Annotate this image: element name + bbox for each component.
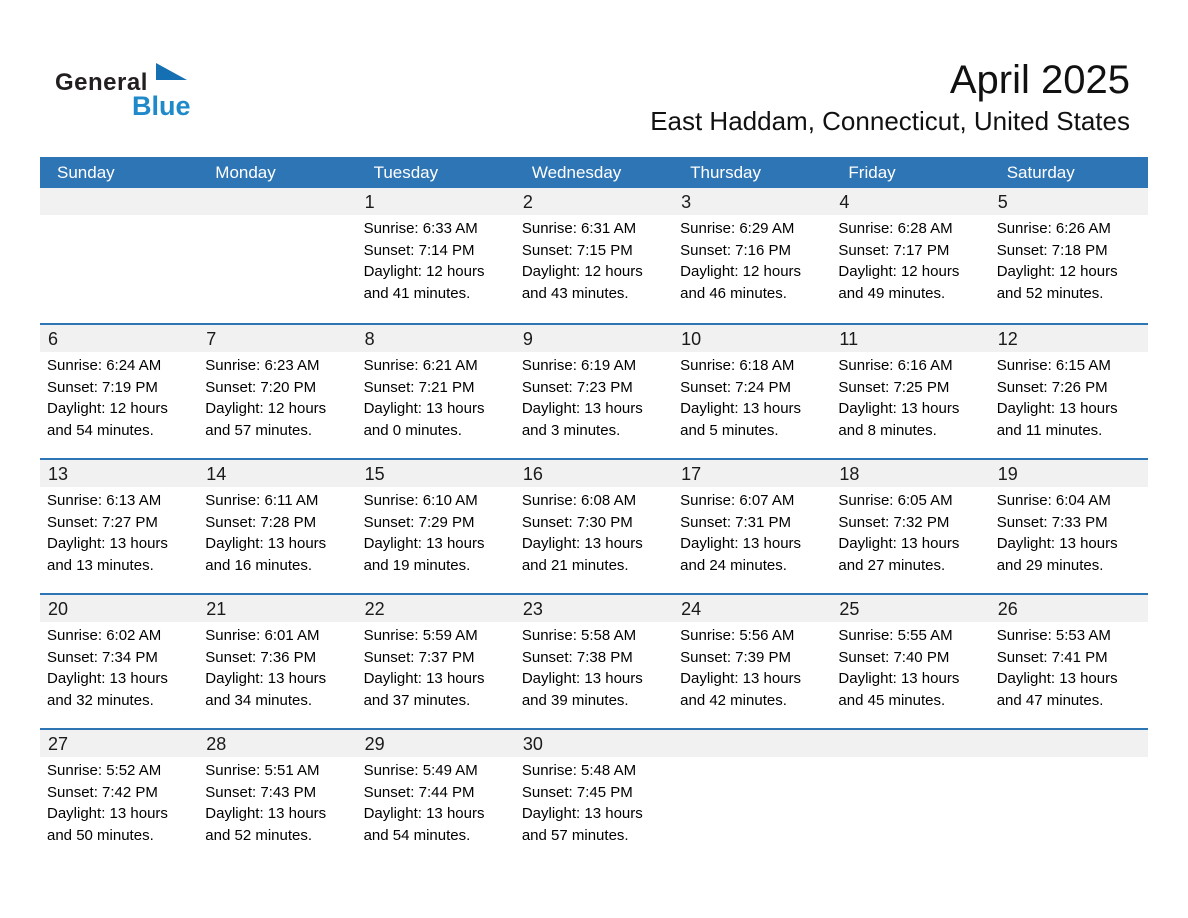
daylight-text: Daylight: 13 hours and 54 minutes. — [363, 805, 485, 844]
day-number: 21 — [198, 595, 356, 622]
sunrise-text: Sunrise: 6:18 AM — [680, 357, 795, 374]
sunset-text: Sunset: 7:42 PM — [47, 783, 158, 801]
sunrise-text: Sunrise: 5:48 AM — [521, 762, 637, 779]
day-number: 5 — [990, 188, 1148, 215]
day-cell-3 — [673, 188, 831, 323]
week-row-1 — [40, 188, 1148, 323]
sunrise-text: Sunrise: 5:53 AM — [996, 627, 1111, 644]
day-details — [990, 487, 1148, 576]
day-number: 13 — [40, 460, 198, 487]
daylight-text: Daylight: 13 hours and 52 minutes. — [205, 805, 327, 844]
sunrise-text: Sunrise: 6:02 AM — [47, 627, 162, 644]
day-details — [831, 487, 989, 576]
location-subtitle: East Haddam, Connecticut, United States — [650, 106, 1130, 136]
empty-day-band — [673, 730, 831, 757]
sunrise-text: Sunrise: 6:05 AM — [838, 492, 953, 509]
day-cell-28 — [198, 730, 356, 863]
sunrise-text: Sunrise: 6:28 AM — [838, 220, 953, 237]
empty-day-band — [831, 730, 989, 757]
day-number: 18 — [831, 460, 989, 487]
day-number: 7 — [198, 325, 356, 352]
daylight-text: Daylight: 12 hours and 41 minutes. — [363, 263, 485, 302]
daylight-text: Daylight: 13 hours and 47 minutes. — [996, 670, 1118, 709]
calendar-grid — [40, 157, 1148, 863]
sunset-text: Sunset: 7:19 PM — [47, 378, 158, 396]
daylight-text: Daylight: 13 hours and 13 minutes. — [47, 535, 168, 574]
day-details — [990, 622, 1148, 711]
title-block — [650, 58, 1130, 136]
day-cell-7 — [198, 325, 356, 458]
sunrise-text: Sunrise: 6:31 AM — [521, 220, 637, 237]
day-cell-20 — [40, 595, 198, 728]
day-cell-25 — [831, 595, 989, 728]
daylight-text: Daylight: 13 hours and 42 minutes. — [680, 670, 802, 709]
day-details — [40, 622, 198, 711]
sunset-text: Sunset: 7:39 PM — [680, 648, 792, 666]
day-details — [515, 757, 673, 846]
daylight-text: Daylight: 13 hours and 57 minutes. — [521, 805, 643, 844]
day-cell-14 — [198, 460, 356, 593]
day-number: 2 — [515, 188, 673, 215]
day-details — [673, 622, 831, 711]
day-number: 22 — [357, 595, 515, 622]
day-header-friday: Friday — [848, 163, 896, 182]
daylight-text: Daylight: 13 hours and 16 minutes. — [205, 535, 327, 574]
sunset-text: Sunset: 7:41 PM — [996, 648, 1108, 666]
day-number: 24 — [673, 595, 831, 622]
sunrise-text: Sunrise: 6:26 AM — [996, 220, 1111, 237]
daylight-text: Daylight: 13 hours and 32 minutes. — [47, 670, 168, 709]
daylight-text: Daylight: 12 hours and 43 minutes. — [521, 263, 643, 302]
sunrise-text: Sunrise: 5:56 AM — [680, 627, 795, 644]
empty-day-band — [40, 188, 198, 215]
sunset-text: Sunset: 7:44 PM — [363, 783, 475, 801]
daylight-text: Daylight: 13 hours and 19 minutes. — [363, 535, 485, 574]
day-details — [357, 352, 515, 441]
day-details — [40, 487, 198, 576]
day-number: 1 — [357, 188, 515, 215]
sunset-text: Sunset: 7:25 PM — [838, 378, 950, 396]
day-cell-13 — [40, 460, 198, 593]
day-cell-2 — [515, 188, 673, 323]
day-details — [198, 352, 356, 441]
day-cell-21 — [198, 595, 356, 728]
day-number: 23 — [515, 595, 673, 622]
sunset-text: Sunset: 7:15 PM — [521, 241, 633, 259]
day-number: 4 — [831, 188, 989, 215]
day-cell-23 — [515, 595, 673, 728]
daylight-text: Daylight: 13 hours and 39 minutes. — [521, 670, 643, 709]
daylight-text: Daylight: 12 hours and 49 minutes. — [838, 263, 960, 302]
sunset-text: Sunset: 7:31 PM — [680, 513, 792, 531]
daylight-text: Daylight: 12 hours and 57 minutes. — [205, 400, 327, 439]
sunset-text: Sunset: 7:20 PM — [205, 378, 317, 396]
daylight-text: Daylight: 13 hours and 34 minutes. — [205, 670, 327, 709]
weekday-header-row — [40, 157, 1148, 188]
week-row-4 — [40, 593, 1148, 728]
day-details — [673, 487, 831, 576]
day-cell-30 — [515, 730, 673, 863]
sunrise-text: Sunrise: 6:08 AM — [521, 492, 637, 509]
sunrise-text: Sunrise: 5:55 AM — [838, 627, 953, 644]
day-number: 11 — [831, 325, 989, 352]
sunrise-text: Sunrise: 6:23 AM — [205, 357, 320, 374]
day-cell-11 — [831, 325, 989, 458]
daylight-text: Daylight: 13 hours and 27 minutes. — [838, 535, 960, 574]
day-cell-6 — [40, 325, 198, 458]
day-details — [831, 215, 989, 304]
sunset-text: Sunset: 7:14 PM — [363, 241, 475, 259]
daylight-text: Daylight: 13 hours and 3 minutes. — [521, 400, 643, 439]
sunset-text: Sunset: 7:27 PM — [47, 513, 158, 531]
daylight-text: Daylight: 12 hours and 54 minutes. — [47, 400, 168, 439]
daylight-text: Daylight: 13 hours and 11 minutes. — [996, 400, 1118, 439]
day-cell-22 — [357, 595, 515, 728]
day-number: 27 — [40, 730, 198, 757]
sunset-text: Sunset: 7:38 PM — [521, 648, 633, 666]
empty-day-band — [990, 730, 1148, 757]
day-details — [357, 215, 515, 304]
day-header-thursday: Thursday — [690, 163, 762, 182]
day-header-saturday: Saturday — [1006, 163, 1075, 182]
day-cell-1 — [357, 188, 515, 323]
daylight-text: Daylight: 13 hours and 24 minutes. — [680, 535, 802, 574]
day-details — [990, 215, 1148, 304]
empty-day-cell — [40, 188, 198, 323]
sunset-text: Sunset: 7:29 PM — [363, 513, 475, 531]
day-details — [357, 487, 515, 576]
sunrise-text: Sunrise: 6:10 AM — [363, 492, 478, 509]
day-number: 26 — [990, 595, 1148, 622]
sunrise-text: Sunrise: 5:51 AM — [205, 762, 320, 779]
sunset-text: Sunset: 7:16 PM — [680, 241, 792, 259]
day-cell-4 — [831, 188, 989, 323]
day-cell-18 — [831, 460, 989, 593]
day-cell-12 — [990, 325, 1148, 458]
daylight-text: Daylight: 13 hours and 50 minutes. — [47, 805, 168, 844]
sunset-text: Sunset: 7:43 PM — [205, 783, 317, 801]
day-header-tuesday: Tuesday — [373, 163, 439, 182]
day-number: 9 — [515, 325, 673, 352]
daylight-text: Daylight: 13 hours and 0 minutes. — [363, 400, 485, 439]
day-number: 6 — [40, 325, 198, 352]
day-details — [515, 352, 673, 441]
sunset-text: Sunset: 7:23 PM — [521, 378, 633, 396]
sunrise-text: Sunrise: 6:19 AM — [521, 357, 637, 374]
day-number: 19 — [990, 460, 1148, 487]
sunset-text: Sunset: 7:33 PM — [996, 513, 1108, 531]
day-number: 17 — [673, 460, 831, 487]
sunset-text: Sunset: 7:36 PM — [205, 648, 317, 666]
day-number: 3 — [673, 188, 831, 215]
sunrise-text: Sunrise: 6:33 AM — [363, 220, 478, 237]
day-number: 10 — [673, 325, 831, 352]
day-details — [198, 757, 356, 846]
day-details — [198, 622, 356, 711]
sunset-text: Sunset: 7:28 PM — [205, 513, 317, 531]
day-details — [40, 757, 198, 846]
day-details — [40, 352, 198, 441]
daylight-text: Daylight: 12 hours and 46 minutes. — [680, 263, 802, 302]
daylight-text: Daylight: 12 hours and 52 minutes. — [996, 263, 1118, 302]
day-details — [990, 352, 1148, 441]
day-number: 20 — [40, 595, 198, 622]
day-cell-19 — [990, 460, 1148, 593]
logo-text-general: General — [55, 69, 148, 96]
sunrise-text: Sunrise: 6:24 AM — [47, 357, 162, 374]
sunrise-text: Sunrise: 6:07 AM — [680, 492, 795, 509]
day-cell-27 — [40, 730, 198, 863]
day-details — [515, 622, 673, 711]
day-cell-29 — [357, 730, 515, 863]
day-number: 30 — [515, 730, 673, 757]
sunrise-text: Sunrise: 6:13 AM — [47, 492, 162, 509]
day-cell-8 — [357, 325, 515, 458]
day-number: 28 — [198, 730, 356, 757]
day-details — [673, 352, 831, 441]
day-cell-26 — [990, 595, 1148, 728]
day-cell-24 — [673, 595, 831, 728]
sunrise-text: Sunrise: 5:59 AM — [363, 627, 478, 644]
daylight-text: Daylight: 13 hours and 5 minutes. — [680, 400, 802, 439]
sunset-text: Sunset: 7:18 PM — [996, 241, 1108, 259]
daylight-text: Daylight: 13 hours and 8 minutes. — [838, 400, 960, 439]
month-title: April 2025 — [949, 58, 1130, 102]
sunrise-text: Sunrise: 6:29 AM — [680, 220, 795, 237]
day-details — [357, 757, 515, 846]
sunset-text: Sunset: 7:37 PM — [363, 648, 475, 666]
daylight-text: Daylight: 13 hours and 37 minutes. — [363, 670, 485, 709]
day-details — [673, 215, 831, 304]
day-details — [515, 215, 673, 304]
daylight-text: Daylight: 13 hours and 45 minutes. — [838, 670, 960, 709]
sunset-text: Sunset: 7:26 PM — [996, 378, 1108, 396]
logo-text-blue: Blue — [132, 91, 191, 121]
sunrise-text: Sunrise: 5:49 AM — [363, 762, 478, 779]
sunrise-text: Sunrise: 6:01 AM — [205, 627, 320, 644]
sunrise-text: Sunrise: 5:52 AM — [47, 762, 162, 779]
day-details — [831, 352, 989, 441]
daylight-text: Daylight: 13 hours and 29 minutes. — [996, 535, 1118, 574]
empty-day-band — [198, 188, 356, 215]
empty-day-cell — [990, 730, 1148, 863]
sunset-text: Sunset: 7:21 PM — [363, 378, 475, 396]
calendar-body — [40, 188, 1148, 863]
day-number: 8 — [357, 325, 515, 352]
day-details — [831, 622, 989, 711]
week-row-3 — [40, 458, 1148, 593]
sunset-text: Sunset: 7:17 PM — [838, 241, 950, 259]
empty-day-cell — [198, 188, 356, 323]
day-cell-16 — [515, 460, 673, 593]
sunset-text: Sunset: 7:30 PM — [521, 513, 633, 531]
day-details — [198, 487, 356, 576]
sunset-text: Sunset: 7:45 PM — [521, 783, 633, 801]
day-number: 14 — [198, 460, 356, 487]
sunrise-text: Sunrise: 6:16 AM — [838, 357, 953, 374]
day-cell-17 — [673, 460, 831, 593]
week-row-5 — [40, 728, 1148, 863]
day-cell-10 — [673, 325, 831, 458]
sunrise-text: Sunrise: 6:15 AM — [996, 357, 1111, 374]
week-row-2 — [40, 323, 1148, 458]
sunrise-text: Sunrise: 5:58 AM — [521, 627, 637, 644]
day-header-sunday: Sunday — [57, 163, 115, 182]
blue-triangle-icon — [156, 63, 187, 80]
daylight-text: Daylight: 13 hours and 21 minutes. — [521, 535, 643, 574]
day-number: 15 — [357, 460, 515, 487]
sunset-text: Sunset: 7:32 PM — [838, 513, 950, 531]
day-number: 25 — [831, 595, 989, 622]
sunrise-text: Sunrise: 6:11 AM — [205, 492, 319, 509]
empty-day-cell — [673, 730, 831, 863]
day-details — [515, 487, 673, 576]
day-cell-5 — [990, 188, 1148, 323]
sunrise-text: Sunrise: 6:04 AM — [996, 492, 1111, 509]
sunrise-text: Sunrise: 6:21 AM — [363, 357, 478, 374]
day-number: 12 — [990, 325, 1148, 352]
day-header-monday: Monday — [215, 163, 276, 182]
sunset-text: Sunset: 7:24 PM — [680, 378, 792, 396]
day-cell-9 — [515, 325, 673, 458]
sunset-text: Sunset: 7:40 PM — [838, 648, 950, 666]
day-number: 16 — [515, 460, 673, 487]
day-number: 29 — [357, 730, 515, 757]
day-header-wednesday: Wednesday — [531, 163, 622, 182]
empty-day-cell — [831, 730, 989, 863]
general-blue-logo — [55, 60, 255, 130]
sunset-text: Sunset: 7:34 PM — [47, 648, 158, 666]
day-details — [357, 622, 515, 711]
day-cell-15 — [357, 460, 515, 593]
